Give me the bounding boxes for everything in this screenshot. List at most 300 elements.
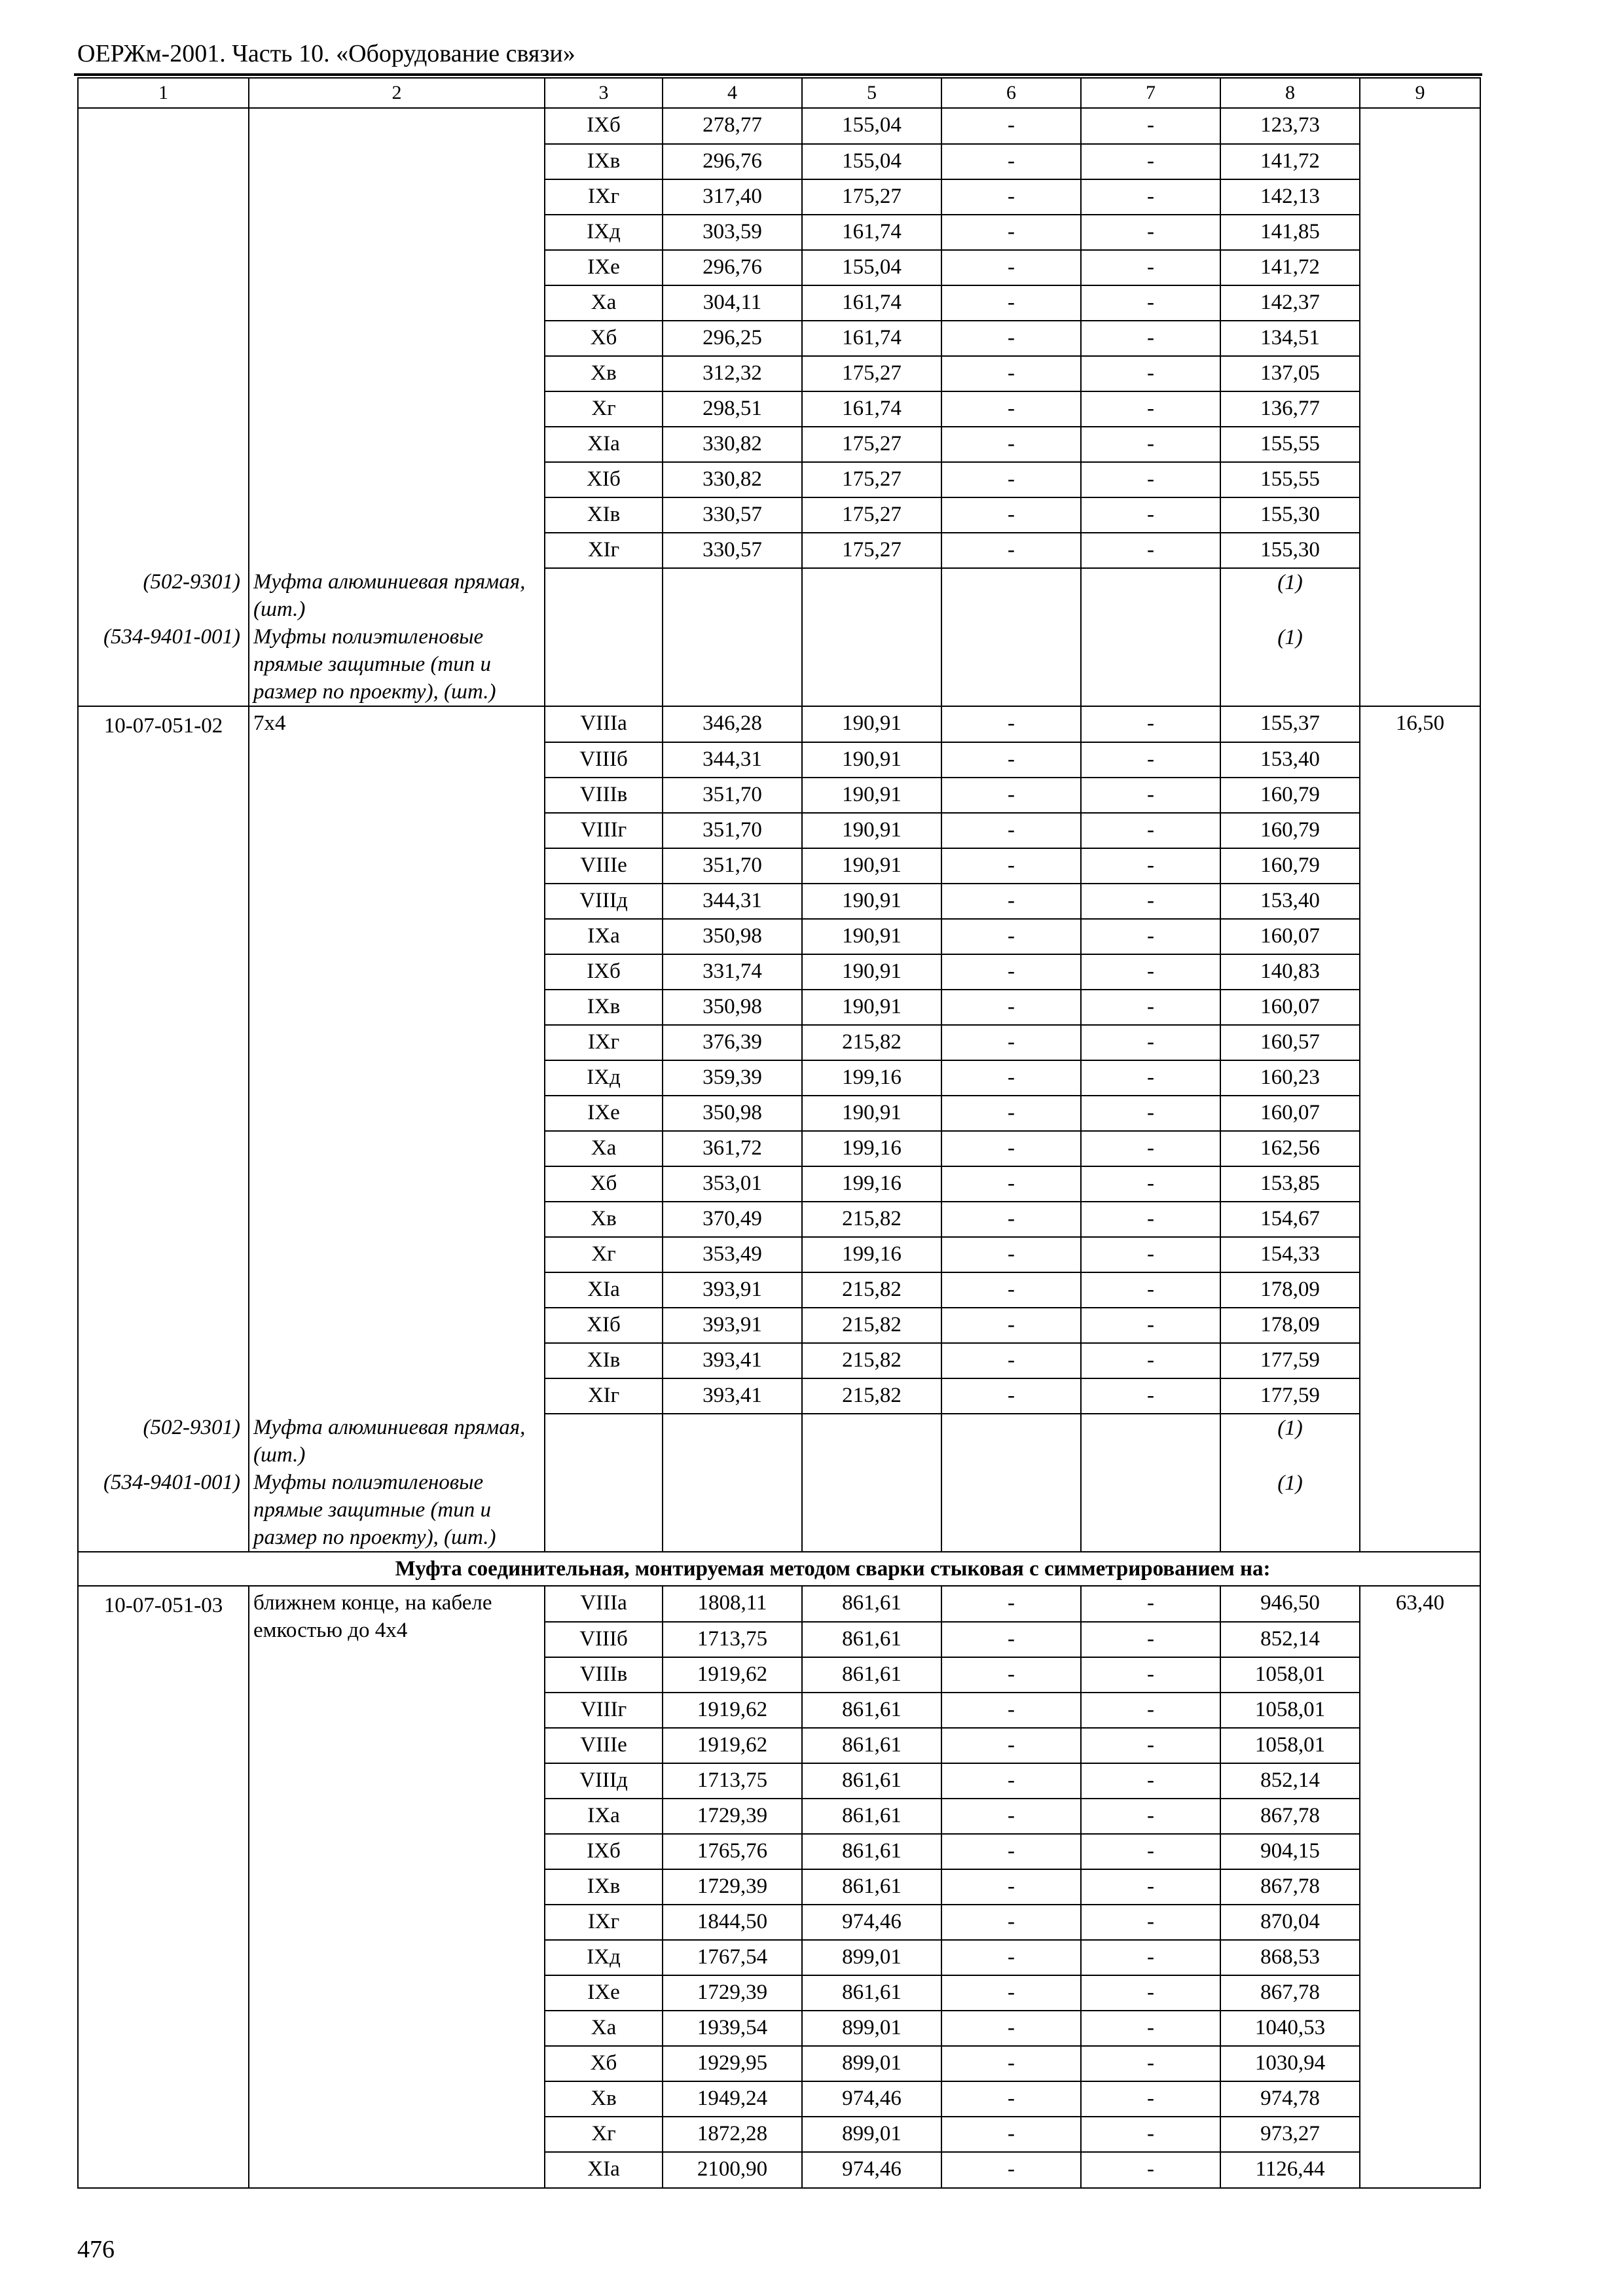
value-cell: 123,73 <box>1220 108 1360 144</box>
name-cell <box>249 1096 545 1131</box>
value-cell: - <box>941 1940 1081 1975</box>
name-cell <box>249 427 545 462</box>
name-cell <box>249 285 545 321</box>
value-cell: 215,82 <box>802 1308 941 1343</box>
column-header: 2 <box>249 78 545 108</box>
value-cell: VIIIа <box>545 706 663 742</box>
value-cell: 974,46 <box>802 2081 941 2117</box>
value-cell: 317,40 <box>663 179 802 215</box>
col9-cell <box>1360 1237 1480 1272</box>
value-cell: 161,74 <box>802 285 941 321</box>
value-cell: 330,57 <box>663 497 802 533</box>
value-cell: - <box>941 1586 1081 1622</box>
value-cell: - <box>941 1763 1081 1799</box>
value-cell: - <box>1081 1096 1220 1131</box>
code-cell <box>78 2011 249 2046</box>
code-cell <box>78 427 249 462</box>
table-row <box>78 1202 1480 1237</box>
value-cell: - <box>941 1657 1081 1693</box>
material-name: Муфты полиэтиленовые прямые защитные (тип и размер по проекту), (шт.) <box>253 625 496 704</box>
value-cell: XIа <box>545 1272 663 1308</box>
code-cell <box>78 848 249 884</box>
name-cell <box>249 1869 545 1905</box>
table-row <box>78 2117 1480 2152</box>
value-cell: 350,98 <box>663 919 802 954</box>
value-cell: - <box>1081 391 1220 427</box>
value-cell: - <box>1081 778 1220 813</box>
value-cell: Xа <box>545 1131 663 1166</box>
table-row <box>78 1728 1480 1763</box>
value-cell: 861,61 <box>802 1728 941 1763</box>
price-table <box>77 77 1481 2189</box>
value-cell: - <box>941 2011 1081 2046</box>
col9-cell <box>1360 1096 1480 1131</box>
value-cell: 861,61 <box>802 1869 941 1905</box>
col9-cell <box>1360 919 1480 954</box>
value-cell: 852,14 <box>1220 1622 1360 1657</box>
value-cell: - <box>1081 1166 1220 1202</box>
code-cell <box>78 1763 249 1799</box>
code-cell: 10-07-051-02 <box>78 706 249 742</box>
value-cell: 1058,01 <box>1220 1728 1360 1763</box>
value-cell: 1058,01 <box>1220 1693 1360 1728</box>
col9-cell <box>1360 1272 1480 1308</box>
col9-cell <box>1360 215 1480 250</box>
value-cell: - <box>941 1060 1081 1096</box>
value-cell: - <box>941 144 1081 179</box>
value-cell: - <box>1081 2152 1220 2188</box>
value-cell: 155,37 <box>1220 706 1360 742</box>
value-cell: 199,16 <box>802 1131 941 1166</box>
value-cell: 1844,50 <box>663 1905 802 1940</box>
table-row <box>78 1975 1480 2011</box>
code-cell <box>78 497 249 533</box>
name-cell <box>249 1060 545 1096</box>
value-cell: 1030,94 <box>1220 2046 1360 2081</box>
table-row <box>78 215 1480 250</box>
value-cell: 899,01 <box>802 2117 941 2152</box>
col9-cell <box>1360 2152 1480 2188</box>
empty-cell <box>545 1414 663 1552</box>
value-cell: 330,82 <box>663 427 802 462</box>
material-code-cell <box>78 1414 249 1552</box>
value-cell: - <box>941 250 1081 285</box>
value-cell: - <box>941 1308 1081 1343</box>
value-cell: - <box>941 462 1081 497</box>
name-cell <box>249 1905 545 1940</box>
value-cell: - <box>1081 1343 1220 1378</box>
table-row <box>78 954 1480 990</box>
value-cell: 1808,11 <box>663 1586 802 1622</box>
value-cell: - <box>1081 427 1220 462</box>
materials-row <box>78 1414 1480 1552</box>
value-cell: - <box>941 990 1081 1025</box>
col9-cell <box>1360 848 1480 884</box>
value-cell: - <box>1081 179 1220 215</box>
value-cell: - <box>941 1834 1081 1869</box>
value-cell: 393,91 <box>663 1308 802 1343</box>
code-cell <box>78 285 249 321</box>
col9-cell <box>1360 1166 1480 1202</box>
value-cell: - <box>1081 108 1220 144</box>
value-cell: 155,55 <box>1220 462 1360 497</box>
value-cell: 178,09 <box>1220 1272 1360 1308</box>
name-cell <box>249 2152 545 2188</box>
value-cell: 1919,62 <box>663 1728 802 1763</box>
value-cell: 190,91 <box>802 848 941 884</box>
name-cell <box>249 497 545 533</box>
value-cell: 155,55 <box>1220 427 1360 462</box>
value-cell: - <box>1081 1237 1220 1272</box>
column-header: 4 <box>663 78 802 108</box>
value-cell: - <box>941 427 1081 462</box>
col9-cell <box>1360 1799 1480 1834</box>
name-cell <box>249 813 545 848</box>
value-cell: 296,76 <box>663 144 802 179</box>
value-cell: IXд <box>545 1940 663 1975</box>
section-title-row <box>78 1552 1480 1586</box>
code-cell <box>78 919 249 954</box>
value-cell: 162,56 <box>1220 1131 1360 1166</box>
value-cell: 155,04 <box>802 250 941 285</box>
table-row <box>78 108 1480 144</box>
table-row <box>78 1940 1480 1975</box>
value-cell: VIIIб <box>545 742 663 778</box>
value-cell: - <box>1081 990 1220 1025</box>
value-cell: IXб <box>545 954 663 990</box>
value-cell: Xг <box>545 2117 663 2152</box>
table-row <box>78 1096 1480 1131</box>
value-cell: Xб <box>545 1166 663 1202</box>
value-cell: 899,01 <box>802 1940 941 1975</box>
value-cell: Xв <box>545 1202 663 1237</box>
name-cell <box>249 2046 545 2081</box>
empty-cell <box>802 568 941 706</box>
value-cell: 353,01 <box>663 1166 802 1202</box>
value-cell: 161,74 <box>802 391 941 427</box>
value-cell: 140,83 <box>1220 954 1360 990</box>
value-cell: 899,01 <box>802 2046 941 2081</box>
value-cell: - <box>941 1202 1081 1237</box>
value-cell: - <box>1081 1940 1220 1975</box>
value-cell: - <box>941 391 1081 427</box>
name-cell <box>249 1272 545 1308</box>
name-cell <box>249 1657 545 1693</box>
code-cell: 10-07-051-03 <box>78 1586 249 1622</box>
code-cell <box>78 356 249 391</box>
material-name: Муфта алюминиевая прямая, (шт.) <box>253 570 526 621</box>
col9-cell <box>1360 497 1480 533</box>
value-cell: XIа <box>545 2152 663 2188</box>
col9-cell <box>1360 427 1480 462</box>
column-header: 8 <box>1220 78 1360 108</box>
value-cell: 2100,90 <box>663 2152 802 2188</box>
value-cell: 1939,54 <box>663 2011 802 2046</box>
value-cell: 175,27 <box>802 533 941 568</box>
value-cell: VIIIа <box>545 1586 663 1622</box>
code-cell <box>78 1308 249 1343</box>
value-cell: - <box>941 285 1081 321</box>
code-cell <box>78 144 249 179</box>
code-cell <box>78 250 249 285</box>
table-row <box>78 321 1480 356</box>
table-row <box>78 1343 1480 1378</box>
value-cell: 190,91 <box>802 778 941 813</box>
value-cell: 190,91 <box>802 742 941 778</box>
value-cell: - <box>941 1975 1081 2011</box>
empty-cell <box>545 568 663 706</box>
value-cell: 393,41 <box>663 1343 802 1378</box>
table-row <box>78 462 1480 497</box>
col9-cell <box>1360 1622 1480 1657</box>
material-qty-cell <box>1220 1414 1360 1552</box>
work-name: ближнем конце, на кабеле емкостью до 4х4 <box>253 1591 492 1642</box>
value-cell: 1713,75 <box>663 1763 802 1799</box>
value-cell: 160,79 <box>1220 813 1360 848</box>
table-row <box>78 1166 1480 1202</box>
value-cell: - <box>941 1378 1081 1414</box>
value-cell: XIб <box>545 462 663 497</box>
value-cell: 161,74 <box>802 321 941 356</box>
value-cell: - <box>941 848 1081 884</box>
code-cell <box>78 1799 249 1834</box>
code-cell <box>78 1905 249 1940</box>
value-cell: VIIIе <box>545 848 663 884</box>
col9-cell: 16,50 <box>1360 706 1480 742</box>
value-cell: - <box>1081 884 1220 919</box>
name-cell <box>249 742 545 778</box>
name-cell <box>249 462 545 497</box>
table-row <box>78 1237 1480 1272</box>
name-cell <box>249 1693 545 1728</box>
table-row <box>78 250 1480 285</box>
col9-cell <box>1360 1975 1480 2011</box>
value-cell: 370,49 <box>663 1202 802 1237</box>
value-cell: - <box>1081 1834 1220 1869</box>
value-cell: - <box>1081 954 1220 990</box>
name-cell <box>249 2081 545 2117</box>
name-cell <box>249 391 545 427</box>
code-cell <box>78 1657 249 1693</box>
value-cell: VIIIб <box>545 1622 663 1657</box>
value-cell: 351,70 <box>663 848 802 884</box>
value-cell: 190,91 <box>802 990 941 1025</box>
value-cell: 160,79 <box>1220 848 1360 884</box>
name-cell <box>249 1308 545 1343</box>
value-cell: 974,46 <box>802 1905 941 1940</box>
value-cell: IXе <box>545 250 663 285</box>
value-cell: 175,27 <box>802 427 941 462</box>
value-cell: IXв <box>545 1869 663 1905</box>
name-cell <box>249 1378 545 1414</box>
table-row <box>78 778 1480 813</box>
empty-cell <box>941 1414 1081 1552</box>
code-cell <box>78 1693 249 1728</box>
value-cell: 141,72 <box>1220 250 1360 285</box>
value-cell: - <box>941 1272 1081 1308</box>
code-cell <box>78 1378 249 1414</box>
value-cell: - <box>941 706 1081 742</box>
value-cell: 353,49 <box>663 1237 802 1272</box>
value-cell: IXд <box>545 1060 663 1096</box>
table-row <box>78 1905 1480 1940</box>
empty-cell <box>1081 568 1220 706</box>
value-cell: 344,31 <box>663 742 802 778</box>
column-header: 6 <box>941 78 1081 108</box>
value-cell: Xг <box>545 1237 663 1272</box>
value-cell: 153,85 <box>1220 1166 1360 1202</box>
code-cell <box>78 1237 249 1272</box>
value-cell: IXг <box>545 1905 663 1940</box>
value-cell: 868,53 <box>1220 1940 1360 1975</box>
value-cell: 154,33 <box>1220 1237 1360 1272</box>
value-cell: IXб <box>545 1834 663 1869</box>
col9-cell <box>1360 1378 1480 1414</box>
value-cell: - <box>1081 285 1220 321</box>
col9-cell <box>1360 1202 1480 1237</box>
table-row <box>78 285 1480 321</box>
material-code: (534-9401-001) <box>103 1471 240 1494</box>
code-cell <box>78 1272 249 1308</box>
value-cell: 861,61 <box>802 1657 941 1693</box>
column-header: 9 <box>1360 78 1480 108</box>
value-cell: 175,27 <box>802 462 941 497</box>
value-cell: - <box>1081 1272 1220 1308</box>
name-cell <box>249 215 545 250</box>
value-cell: 190,91 <box>802 884 941 919</box>
value-cell: - <box>941 356 1081 391</box>
value-cell: 1919,62 <box>663 1657 802 1693</box>
code-cell <box>78 1622 249 1657</box>
name-cell <box>249 1940 545 1975</box>
value-cell: 376,39 <box>663 1025 802 1060</box>
value-cell: - <box>1081 1060 1220 1096</box>
value-cell: - <box>941 884 1081 919</box>
value-cell: 1872,28 <box>663 2117 802 2152</box>
value-cell: 190,91 <box>802 706 941 742</box>
code-cell <box>78 462 249 497</box>
value-cell: 346,28 <box>663 706 802 742</box>
col9-cell <box>1360 1905 1480 1940</box>
col9-cell <box>1360 568 1480 706</box>
value-cell: VIIIд <box>545 884 663 919</box>
value-cell: 1919,62 <box>663 1693 802 1728</box>
value-cell: Xг <box>545 391 663 427</box>
col9-cell <box>1360 2046 1480 2081</box>
section-title: Муфта соединительная, монтируемая методом сварки стыковая с симметрированием на: <box>78 1552 1480 1586</box>
col9-cell <box>1360 954 1480 990</box>
value-cell: 190,91 <box>802 954 941 990</box>
value-cell: 177,59 <box>1220 1343 1360 1378</box>
value-cell: 155,30 <box>1220 533 1360 568</box>
col9-cell: 63,40 <box>1360 1586 1480 1622</box>
value-cell: - <box>941 742 1081 778</box>
name-cell <box>249 321 545 356</box>
value-cell: - <box>1081 1131 1220 1166</box>
table-row <box>78 1693 1480 1728</box>
value-cell: 861,61 <box>802 1975 941 2011</box>
value-cell: VIIIв <box>545 778 663 813</box>
value-cell: 215,82 <box>802 1202 941 1237</box>
col9-cell <box>1360 1693 1480 1728</box>
value-cell: - <box>1081 1693 1220 1728</box>
value-cell: 161,74 <box>802 215 941 250</box>
code-cell <box>78 1131 249 1166</box>
name-cell <box>249 778 545 813</box>
value-cell: Xв <box>545 356 663 391</box>
value-cell: 904,15 <box>1220 1834 1360 1869</box>
value-cell: Xв <box>545 2081 663 2117</box>
column-header: 1 <box>78 78 249 108</box>
value-cell: 155,04 <box>802 144 941 179</box>
value-cell: 351,70 <box>663 778 802 813</box>
column-header: 7 <box>1081 78 1220 108</box>
name-cell <box>249 1131 545 1166</box>
value-cell: - <box>941 1096 1081 1131</box>
value-cell: 350,98 <box>663 990 802 1025</box>
name-cell <box>249 1025 545 1060</box>
column-header-row <box>78 78 1480 108</box>
value-cell: 175,27 <box>802 497 941 533</box>
col9-cell <box>1360 462 1480 497</box>
col9-cell <box>1360 813 1480 848</box>
material-name-cell <box>249 568 545 706</box>
materials-row <box>78 568 1480 706</box>
value-cell: IXг <box>545 179 663 215</box>
material-code: (534-9401-001) <box>103 625 240 649</box>
col9-cell <box>1360 2081 1480 2117</box>
name-cell <box>249 108 545 144</box>
col9-cell <box>1360 1728 1480 1763</box>
material-name: Муфта алюминиевая прямая, (шт.) <box>253 1416 526 1467</box>
value-cell: 393,91 <box>663 1272 802 1308</box>
col9-cell <box>1360 1834 1480 1869</box>
value-cell: 160,79 <box>1220 778 1360 813</box>
col9-cell <box>1360 285 1480 321</box>
value-cell: XIа <box>545 427 663 462</box>
value-cell: 861,61 <box>802 1586 941 1622</box>
value-cell: 215,82 <box>802 1343 941 1378</box>
value-cell: 974,78 <box>1220 2081 1360 2117</box>
value-cell: IXа <box>545 1799 663 1834</box>
name-cell <box>249 179 545 215</box>
material-qty: (1) <box>1277 571 1303 594</box>
value-cell: 199,16 <box>802 1237 941 1272</box>
value-cell: - <box>1081 1728 1220 1763</box>
value-cell: IXв <box>545 144 663 179</box>
value-cell: - <box>941 1693 1081 1728</box>
empty-cell <box>941 568 1081 706</box>
name-cell <box>249 1586 545 1642</box>
value-cell: - <box>1081 215 1220 250</box>
material-code-cell <box>78 568 249 706</box>
material-qty: (1) <box>1277 1471 1303 1495</box>
code-cell <box>78 179 249 215</box>
name-cell <box>249 990 545 1025</box>
value-cell: - <box>941 2152 1081 2188</box>
value-cell: 1040,53 <box>1220 2011 1360 2046</box>
value-cell: 312,32 <box>663 356 802 391</box>
code-cell <box>78 1728 249 1763</box>
value-cell: 973,27 <box>1220 2117 1360 2152</box>
value-cell: IXа <box>545 919 663 954</box>
name-cell <box>249 2011 545 2046</box>
value-cell: - <box>941 497 1081 533</box>
value-cell: - <box>941 1131 1081 1166</box>
value-cell: - <box>941 1237 1081 1272</box>
col9-cell <box>1360 1025 1480 1060</box>
code-cell <box>78 321 249 356</box>
